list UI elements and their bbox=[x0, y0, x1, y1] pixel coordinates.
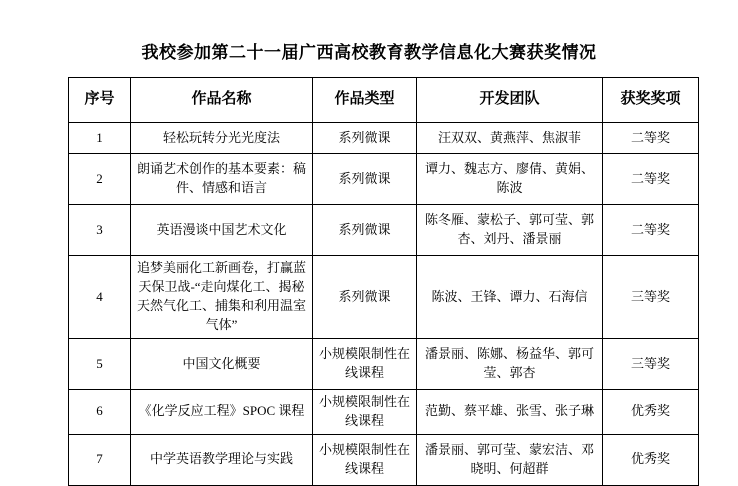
cell-team: 范勤、蔡平雄、张雪、张子琳 bbox=[417, 390, 603, 435]
cell-type: 小规模限制性在线课程 bbox=[313, 434, 417, 485]
table-row bbox=[69, 205, 699, 256]
table-row bbox=[69, 390, 699, 435]
table-row bbox=[69, 256, 699, 339]
cell-no: 2 bbox=[69, 154, 131, 205]
cell-name: 《化学反应工程》SPOC 课程 bbox=[131, 390, 313, 435]
cell-award: 三等奖 bbox=[603, 256, 699, 339]
cell-no: 6 bbox=[69, 390, 131, 435]
table-header bbox=[69, 78, 699, 123]
column-header-award: 获奖奖项 bbox=[603, 78, 699, 123]
cell-award: 二等奖 bbox=[603, 205, 699, 256]
cell-team: 谭力、魏志方、廖倩、黄娟、陈波 bbox=[417, 154, 603, 205]
award-table-container bbox=[0, 77, 738, 486]
cell-no: 3 bbox=[69, 205, 131, 256]
cell-no: 5 bbox=[69, 339, 131, 390]
table-row bbox=[69, 434, 699, 485]
cell-name: 英语漫谈中国艺术文化 bbox=[131, 205, 313, 256]
cell-team: 潘景丽、陈娜、杨益华、郭可莹、郭杏 bbox=[417, 339, 603, 390]
table-row bbox=[69, 154, 699, 205]
cell-name: 朗诵艺术创作的基本要素：稿件、情感和语言 bbox=[131, 154, 313, 205]
cell-type: 系列微课 bbox=[313, 256, 417, 339]
cell-name: 追梦美丽化工新画卷，打赢蓝天保卫战-“走向煤化工、揭秘天然气化工、捕集和利用温室气体” bbox=[131, 256, 313, 339]
cell-team: 汪双双、黄燕萍、焦淑菲 bbox=[417, 123, 603, 154]
column-header-no: 序号 bbox=[69, 78, 131, 123]
cell-award: 二等奖 bbox=[603, 154, 699, 205]
cell-type: 小规模限制性在线课程 bbox=[313, 339, 417, 390]
cell-type: 系列微课 bbox=[313, 123, 417, 154]
cell-no: 7 bbox=[69, 434, 131, 485]
column-header-name: 作品名称 bbox=[131, 78, 313, 123]
cell-type: 小规模限制性在线课程 bbox=[313, 390, 417, 435]
table-header-row bbox=[69, 78, 699, 123]
cell-team: 陈冬雁、蒙松子、郭可莹、郭杏、刘丹、潘景丽 bbox=[417, 205, 603, 256]
cell-no: 4 bbox=[69, 256, 131, 339]
page-title: 我校参加第二十一届广西高校教育教学信息化大赛获奖情况 bbox=[141, 43, 597, 62]
table-row bbox=[69, 339, 699, 390]
table-body bbox=[69, 123, 699, 486]
cell-type: 系列微课 bbox=[313, 205, 417, 256]
cell-team: 潘景丽、郭可莹、蒙宏洁、邓晓明、何超群 bbox=[417, 434, 603, 485]
cell-award: 三等奖 bbox=[603, 339, 699, 390]
column-header-type: 作品类型 bbox=[313, 78, 417, 123]
award-table bbox=[68, 77, 699, 486]
cell-type: 系列微课 bbox=[313, 154, 417, 205]
cell-no: 1 bbox=[69, 123, 131, 154]
cell-award: 优秀奖 bbox=[603, 434, 699, 485]
table-row bbox=[69, 123, 699, 154]
cell-name: 中学英语教学理论与实践 bbox=[131, 434, 313, 485]
cell-team: 陈波、王锋、谭力、石海信 bbox=[417, 256, 603, 339]
cell-award: 优秀奖 bbox=[603, 390, 699, 435]
cell-name: 中国文化概要 bbox=[131, 339, 313, 390]
cell-award: 二等奖 bbox=[603, 123, 699, 154]
cell-name: 轻松玩转分光光度法 bbox=[131, 123, 313, 154]
column-header-team: 开发团队 bbox=[417, 78, 603, 123]
